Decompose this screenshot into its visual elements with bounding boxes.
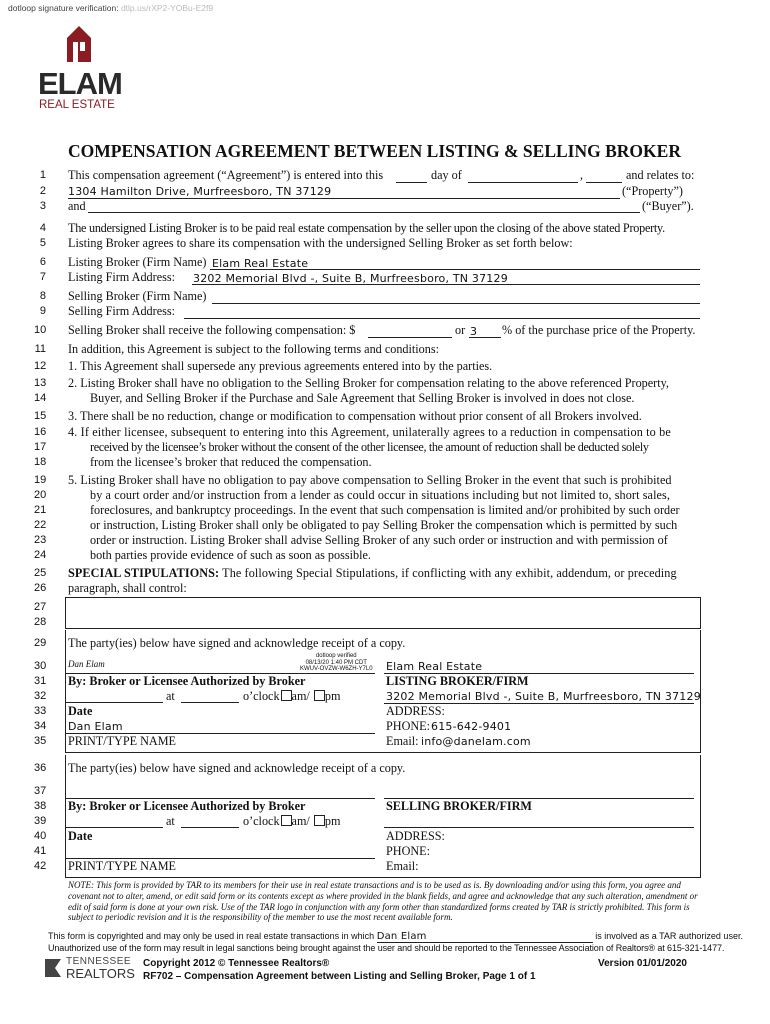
am-label-1: am/ (291, 689, 310, 703)
listing-broker-firm-label: LISTING BROKER/FIRM (386, 674, 529, 688)
term-5a: 5. Listing Broker shall have no obligation to pay above compensation to Selling Broker in the event that such is prohibited (68, 473, 672, 487)
line-number: 4 (39, 222, 46, 234)
selling-firm-address-line[interactable] (384, 827, 694, 828)
verified-label: dotloop verified (315, 653, 357, 659)
line-number: 6 (39, 256, 46, 268)
selling-firm-label: Selling Broker (Firm Name) (68, 289, 207, 303)
line-number: 40 (34, 830, 47, 842)
acknowledgement-1: The party(ies) below have signed and acknowledge receipt of a copy. (68, 636, 406, 650)
am-checkbox-2[interactable] (281, 815, 292, 826)
line-number: 17 (34, 441, 47, 453)
compensation-percent-value[interactable]: 3 (470, 325, 478, 338)
paragraph-5: Listing Broker agrees to share its compensation with the undersigned Selling Broker as set forth below: (68, 236, 573, 250)
line-number: 24 (34, 549, 47, 561)
line-number: 31 (34, 675, 47, 687)
property-address-value[interactable]: 1304 Hamilton Drive, Murfreesboro, TN 37129 (68, 185, 332, 198)
line-number: 3 (39, 200, 46, 212)
dotloop-verification (8, 3, 213, 13)
line-number: 8 (39, 290, 46, 302)
line-number: 15 (34, 410, 47, 422)
date-field-2[interactable] (65, 827, 163, 828)
and-text: and (68, 199, 86, 213)
term-5e: order or instruction. Listing Broker shall advise Selling Broker of any such order or instruction and with permission of (90, 533, 668, 547)
property-field[interactable] (68, 198, 620, 199)
time-field-2[interactable] (181, 827, 239, 828)
logo-name: ELAM (38, 66, 122, 101)
paragraph-11: In addition, this Agreement is subject to the following terms and conditions: (68, 342, 439, 356)
line-number: 16 (34, 426, 47, 438)
line-number: 32 (34, 690, 47, 702)
special-stipulations-text-2: paragraph, shall control: (68, 581, 187, 595)
listing-address-label-2: ADDRESS: (386, 704, 445, 718)
line-number: 18 (34, 456, 47, 468)
time-options-2 (243, 814, 340, 829)
year-field[interactable] (586, 182, 622, 183)
footer-text-a: This form is copyrighted and may only be used in real estate transactions in which (48, 931, 375, 941)
tar-logo-top: TENNESSEE (66, 956, 132, 967)
special-stipulations-box[interactable] (65, 597, 701, 629)
realtors-r-icon (44, 957, 62, 979)
elam-logo (38, 24, 122, 110)
tennessee-realtors-logo (44, 955, 134, 981)
date-field-1[interactable] (65, 702, 163, 703)
pm-label-1: pm (324, 689, 341, 703)
listing-signature[interactable]: Dan Elam (68, 659, 105, 669)
line-number: 2 (39, 185, 46, 197)
special-stipulations-heading: SPECIAL STIPULATIONS: (68, 566, 220, 580)
verification-link[interactable]: dtlp.us/rXP2-YOBu-E2f9 (120, 3, 214, 13)
tar-logo-bottom: REALTORS (66, 966, 135, 981)
footer-user[interactable]: Dan Elam (377, 931, 593, 943)
verified-time: 08/13/20 1:40 PM CDT (305, 659, 367, 666)
listing-firm-name[interactable]: Elam Real Estate (386, 660, 483, 673)
pm-checkbox-1[interactable] (314, 690, 325, 701)
term-5b: by a court order and/or instruction from a lender as could occur in situations including but not limited to, short sales, (90, 488, 671, 502)
line-number: 13 (34, 377, 47, 389)
line-number: 37 (34, 785, 47, 797)
term-1: 1. This Agreement shall supersede any previous agreements entered into by the parties. (68, 359, 493, 373)
listing-firm-address[interactable]: 3202 Memorial Blvd -, Suite B, Murfreesboro, TN 37129 (386, 690, 701, 703)
line-number: 11 (34, 343, 46, 355)
line-number: 10 (34, 324, 47, 336)
month-field[interactable] (468, 182, 578, 183)
property-label: (“Property”) (622, 184, 683, 198)
am-checkbox-1[interactable] (281, 690, 292, 701)
line-number: 25 (34, 567, 47, 579)
footer-text-b: is involved as a TAR authorized user. (595, 931, 743, 941)
day-field[interactable] (396, 182, 427, 183)
buyer-field[interactable] (88, 212, 640, 213)
term-5c: foreclosures, and bankruptcy proceedings. In the event that such compensation is limited and/or prohibited by such order (90, 503, 680, 517)
term-2a: 2. Listing Broker shall have no obligation to the Selling Broker for compensation relating to the above referenced Property, (68, 376, 669, 390)
at-label-2: at (166, 814, 175, 828)
pm-checkbox-2[interactable] (314, 815, 325, 826)
legal-note: NOTE: This form is provided by TAR to its members for their use in real estate transactions and is to be used as is. By downloading and/or using this form, you agree and covenant not to alter, amend, or edit said form or its contents except as where provided in the blank fields, and agree and acknowledge that any such alteration, amendment or edit of said form is done at your own risk. Use of the TAR logo in conjunction with any form other than standardized forms created by TAR is strictly prohibited. This form is subject to periodic revision and it is the responsibility of the member to use the most recent available form. (68, 880, 698, 923)
selling-address-label-2: ADDRESS: (386, 829, 445, 843)
line-number: 22 (34, 519, 47, 531)
by-broker-label-2: By: Broker or Licensee Authorized by Broker (68, 799, 306, 813)
term-5d: or instruction, Listing Broker shall only be obligated to pay Selling Broker the compensation which is permitted by such (90, 518, 678, 532)
line-number: 26 (34, 582, 47, 594)
am-label-2: am/ (291, 814, 310, 828)
paragraph-4: The undersigned Listing Broker is to be paid real estate compensation by the seller upon the closing of the above stated Property. (68, 221, 665, 235)
copyright: Copyright 2012 © Tennessee Realtors® (143, 958, 330, 969)
selling-email-label: Email: (386, 859, 419, 873)
compensation-text: Selling Broker shall receive the following compensation: $ (68, 323, 356, 337)
house-icon (65, 24, 93, 64)
acknowledgement-2: The party(ies) below have signed and acknowledge receipt of a copy. (68, 761, 406, 775)
special-stipulations (68, 566, 677, 581)
selling-address-label: Selling Firm Address: (68, 304, 175, 318)
listing-address-value[interactable]: 3202 Memorial Blvd -, Suite B, Murfreesboro, TN 37129 (193, 272, 508, 285)
oclock-label-1: o’clock (243, 689, 280, 703)
print-name-value-1[interactable]: Dan Elam (68, 720, 123, 733)
date-label-1: Date (68, 704, 93, 718)
selling-broker-firm-label: SELLING BROKER/FIRM (386, 799, 532, 813)
listing-address-field[interactable] (192, 284, 700, 285)
date-label-2: Date (68, 829, 93, 843)
line-number: 21 (34, 504, 47, 516)
line-number: 42 (34, 860, 47, 872)
dotloop-verified-stamp (300, 653, 373, 673)
comma: , (580, 168, 584, 182)
line-number: 7 (39, 271, 46, 283)
selling-firm-field[interactable] (212, 303, 700, 304)
listing-phone-value[interactable]: 615-642-9401 (431, 720, 512, 733)
compensation-percent-field[interactable] (469, 337, 501, 338)
listing-address-label: Listing Firm Address: (68, 270, 175, 284)
line-number: 27 (34, 601, 47, 613)
print-name-label-1: PRINT/TYPE NAME (68, 734, 176, 748)
listing-firm-value[interactable]: Elam Real Estate (212, 257, 309, 270)
line-number: 36 (34, 762, 47, 774)
time-field-1[interactable] (181, 702, 239, 703)
term-2b: Buyer, and Selling Broker if the Purchase and Sale Agreement that Selling Broker is involved in does not close. (90, 391, 635, 405)
time-options-1 (243, 689, 340, 704)
line-number: 39 (34, 815, 47, 827)
line-number: 19 (34, 474, 47, 486)
relates-to-text: and relates to: (626, 168, 695, 182)
buyer-label: (“Buyer”). (642, 199, 694, 213)
selling-address-field[interactable] (184, 318, 700, 319)
term-3: 3. There shall be no reduction, change or modification to compensation without prior consent of all Brokers involved. (68, 409, 642, 423)
listing-phone-label: PHONE: (386, 719, 431, 733)
term-4c: from the licensee’s broker that reduced the compensation. (90, 455, 372, 469)
form-id: RF702 – Compensation Agreement between Listing and Selling Broker, Page 1 of 1 (143, 971, 536, 982)
print-name-label-2: PRINT/TYPE NAME (68, 859, 176, 873)
percent-text: % of the purchase price of the Property. (502, 323, 696, 337)
term-4b: received by the licensee’s broker without the consent of the other licensee, the amount of reduction shall be deducted solely (90, 440, 649, 454)
listing-firm-label: Listing Broker (Firm Name) (68, 255, 207, 269)
line-number: 23 (34, 534, 47, 546)
selling-phone-label: PHONE: (386, 844, 431, 858)
line-number: 12 (34, 360, 47, 372)
oclock-label-2: o’clock (243, 814, 280, 828)
version: Version 01/01/2020 (598, 958, 687, 969)
compensation-amount-field[interactable] (368, 337, 452, 338)
line-number: 14 (34, 392, 47, 404)
line-number: 5 (39, 237, 46, 249)
or-text: or (455, 323, 466, 337)
footer-line-2: Unauthorized use of the form may result in legal sanctions being brought against the user and should be reported to the Tennessee Association of Realtors® at 615-321-1477. (48, 943, 725, 953)
line-number: 20 (34, 489, 47, 501)
verification-label: dotloop signature verification: (8, 3, 119, 13)
line-number: 9 (39, 305, 46, 317)
pm-label-2: pm (324, 814, 341, 828)
line-number: 30 (34, 660, 47, 672)
line-number: 35 (34, 735, 47, 747)
intro-text: This compensation agreement (“Agreement”) is entered into this (68, 168, 384, 182)
term-4a: 4. If either licensee, subsequent to entering into this Agreement, unilaterally agrees to a reduction in compensation to be (68, 425, 671, 439)
term-5f: both parties provide evidence of such as soon as possible. (90, 548, 371, 562)
line-number: 34 (34, 720, 47, 732)
listing-firm-field[interactable] (210, 269, 700, 270)
listing-email-label: Email: (386, 734, 419, 748)
logo-sub: REAL ESTATE (39, 99, 115, 111)
footer-line-1 (48, 931, 743, 943)
day-of-text: day of (431, 168, 462, 182)
line-number: 38 (34, 800, 47, 812)
special-stipulations-text: The following Special Stipulations, if conflicting with any exhibit, addendum, or preceding (219, 566, 677, 580)
line-number: 29 (34, 637, 47, 649)
line-number: 41 (34, 845, 47, 857)
line-number: 33 (34, 705, 47, 717)
by-broker-label-1: By: Broker or Licensee Authorized by Broker (68, 674, 306, 688)
listing-email-value[interactable]: info@danelam.com (421, 735, 531, 748)
line-number: 1 (39, 169, 46, 181)
page-title: COMPENSATION AGREEMENT BETWEEN LISTING & SELLING BROKER (68, 141, 681, 161)
at-label-1: at (166, 689, 175, 703)
verified-code: KWUV-OVZW-W6ZH-Y7L0 (300, 666, 373, 672)
line-number: 28 (34, 616, 47, 628)
